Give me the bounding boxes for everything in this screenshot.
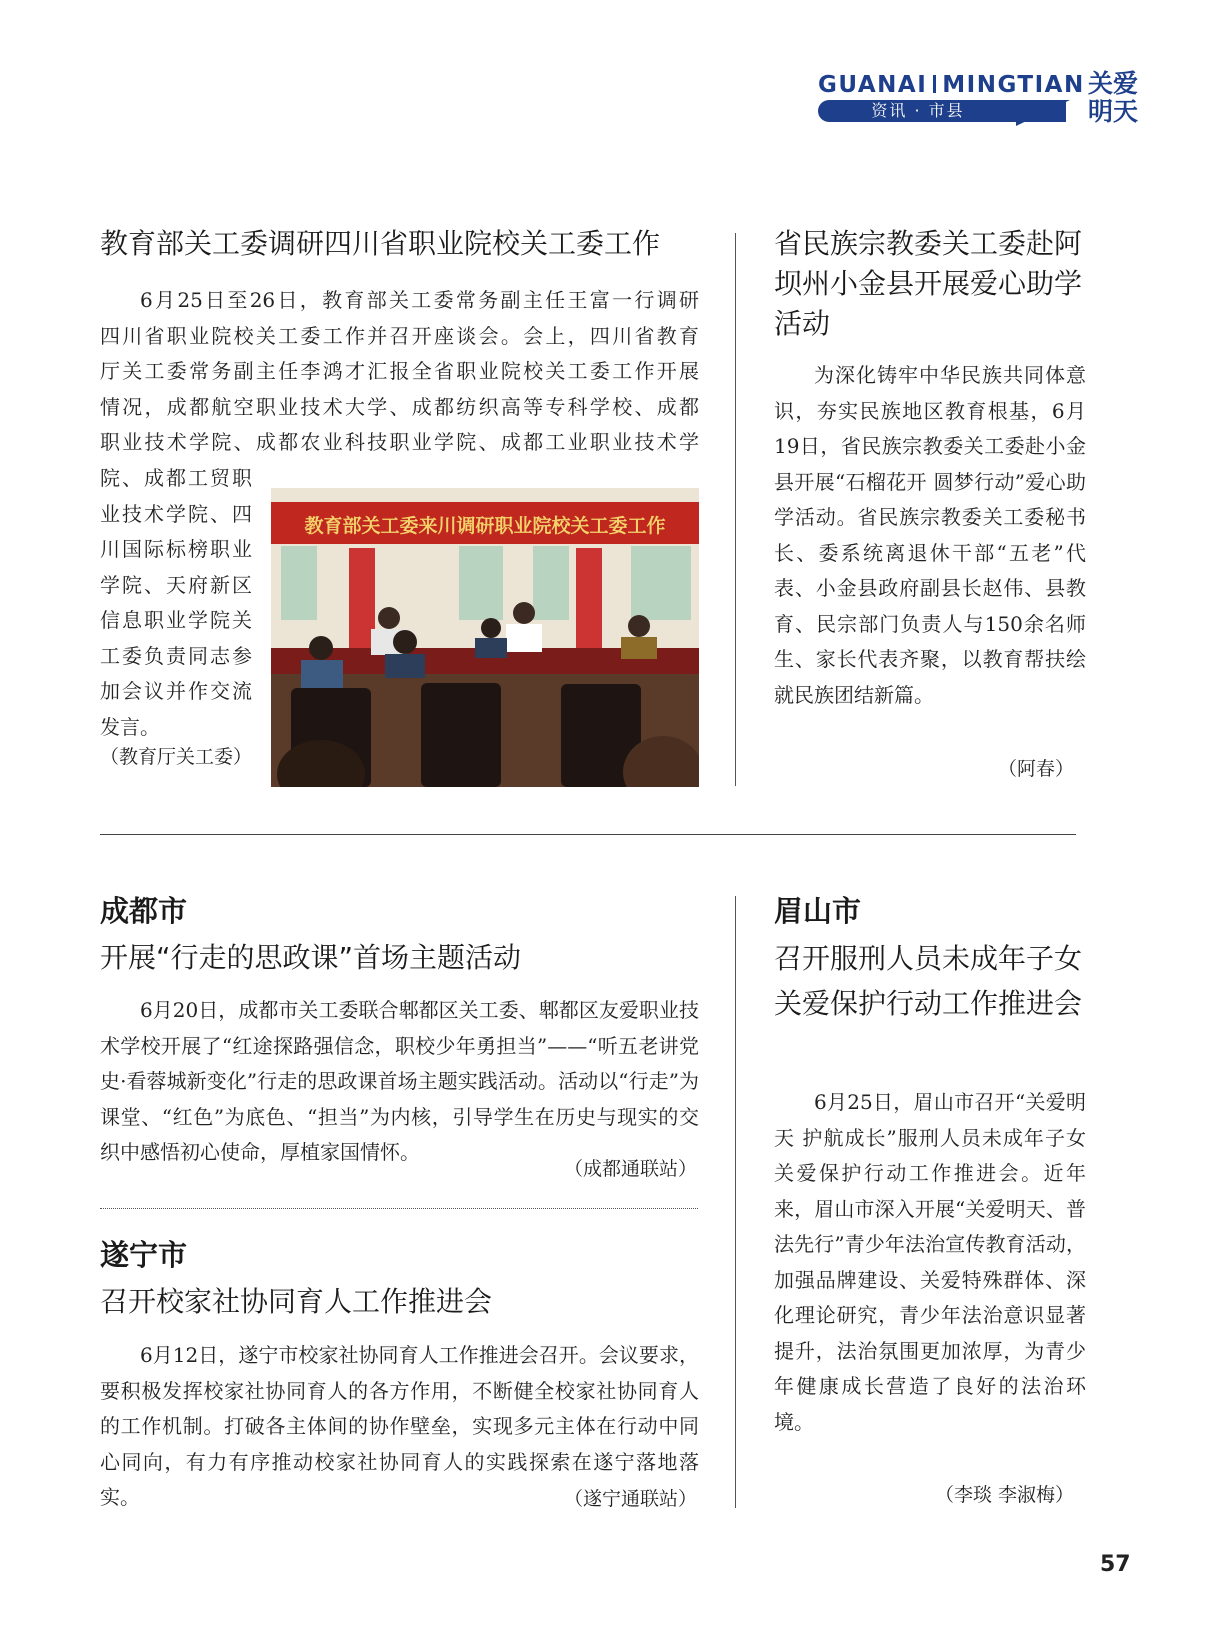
brand-line-1: 关爱 xyxy=(1088,69,1139,98)
header-latin-right: MINGTIAN xyxy=(942,72,1085,98)
page-number: 57 xyxy=(1100,1552,1131,1577)
article-4-title: 召开校家社协同育人工作推进会 xyxy=(100,1285,493,1318)
article-1-body-line: 职业技术学院、成都农业科技职业学院、成都工业职业技术学 xyxy=(100,430,699,454)
article-1-body-line: 加会议并作交流 xyxy=(100,679,252,703)
header-section-label: 资讯 · 市县 xyxy=(871,101,965,120)
article-5-body: 6月25日，眉山市召开“关爱明天 护航成长”服刑人员未成年子女关爱保护行动工作推进会。近年来，眉山市深入开展“关爱明天、普法先行”青少年法治宣传教育活动，加强品牌建设、关爱特殊群体、深化理论研究，青少年法治意识显著提升，法治氛围更加浓厚，为青少年健康成长营造了良好的法治环境。 xyxy=(774,1090,1086,1434)
article-2-source: （阿春） xyxy=(997,758,1074,780)
article-1-body-side xyxy=(100,461,252,745)
article-separator-dotted xyxy=(100,1208,698,1209)
article-3-city: 成都市 xyxy=(100,894,188,928)
article-1-body-line: 业技术学院、四 xyxy=(100,501,252,526)
article-1-body-line: 四川省职业院校关工委工作并召开座谈会。会上，四川省教育 xyxy=(100,323,699,348)
article-3-title: 开展“行走的思政课”首场主题活动 xyxy=(100,941,522,974)
brand-line-2: 明天 xyxy=(1088,97,1139,126)
section-divider xyxy=(100,834,1076,835)
article-4-body: 6月12日，遂宁市校家社协同育人工作推进会召开。会议要求，要积极发挥校家社协同育人的各方作用，不断健全校家社协同育人的工作机制。打破各主体间的协作壁垒，实现多元主体在行动中同心同向，有力有序推动校家社协同育人的实践探索在遂宁落地落实。 xyxy=(100,1343,699,1509)
article-2-body: 为深化铸牢中华民族共同体意识，夯实民族地区教育根基，6月19日，省民族宗教委关工委赴小金县开展“石榴花开 圆梦行动”爱心助学活动。省民族宗教委关工委秘书长、委系统离退休干部“五老”代表、小金县政府副县长赵伟、县教育、民宗部门负责人与150余名师生、家长代表齐聚，以教育帮扶绘就民族团结新篇。 xyxy=(774,363,1086,707)
column-divider-bottom xyxy=(735,896,736,1508)
header-pill-tail xyxy=(1016,100,1070,126)
article-4-source: （遂宁通联站） xyxy=(563,1488,697,1510)
article-1-body-line: 情况，成都航空职业技术大学、成都纺织高等专科学校、成都 xyxy=(100,394,699,419)
article-5-title: 召开服刑人员未成年子女关爱保护行动工作推进会 xyxy=(774,942,1083,1020)
article-1-body-line: 厅关工委常务副主任李鸿才汇报全省职业院校关工委工作开展 xyxy=(100,359,699,383)
article-1-body-line: 川国际标榜职业 xyxy=(100,537,252,561)
header-latin-left: GUANAI xyxy=(818,72,928,98)
header-latin-title xyxy=(818,72,1085,98)
article-4-city: 遂宁市 xyxy=(100,1238,188,1272)
header-separator xyxy=(933,75,936,93)
article-3-source: （成都通联站） xyxy=(563,1158,697,1180)
article-1-body-line: 学院、天府新区 xyxy=(100,572,252,597)
article-1-body-top xyxy=(100,283,699,461)
article-1-photo xyxy=(271,488,699,787)
header-brand-logo xyxy=(1088,70,1138,126)
photo-banner-text: 教育部关工委来川调研职业院校关工委工作 xyxy=(304,515,666,537)
article-1-body-line: 6月25日至26日，教育部关工委常务副主任王富一行调研 xyxy=(140,288,699,312)
article-1-body-line: 信息职业学院关 xyxy=(100,608,252,632)
column-divider-top xyxy=(735,233,736,786)
article-1-source: （教育厅关工委） xyxy=(100,746,253,768)
article-5-source: （李琰 李淑梅） xyxy=(934,1484,1074,1506)
article-1-body-line: 发言。 xyxy=(100,714,160,739)
article-2-title: 省民族宗教委关工委赴阿坝州小金县开展爱心助学活动 xyxy=(774,227,1083,340)
article-1-body-line: 工委负责同志参 xyxy=(100,643,252,668)
article-1-title: 教育部关工委调研四川省职业院校关工委工作 xyxy=(100,227,661,260)
article-5-city: 眉山市 xyxy=(774,894,862,928)
article-1-body-line: 院、成都工贸职 xyxy=(100,466,252,490)
article-3-body: 6月20日，成都市关工委联合郫都区关工委、郫都区友爱职业技术学校开展了“红途探路强信念，职校少年勇担当”——“听五老讲党史·看蓉城新变化”行走的思政课首场主题实践活动。活动以“行走”为课堂、“红色”为底色、“担当”为内核，引导学生在历史与现实的交织中感悟初心使命，厚植家国情怀。 xyxy=(100,998,699,1164)
